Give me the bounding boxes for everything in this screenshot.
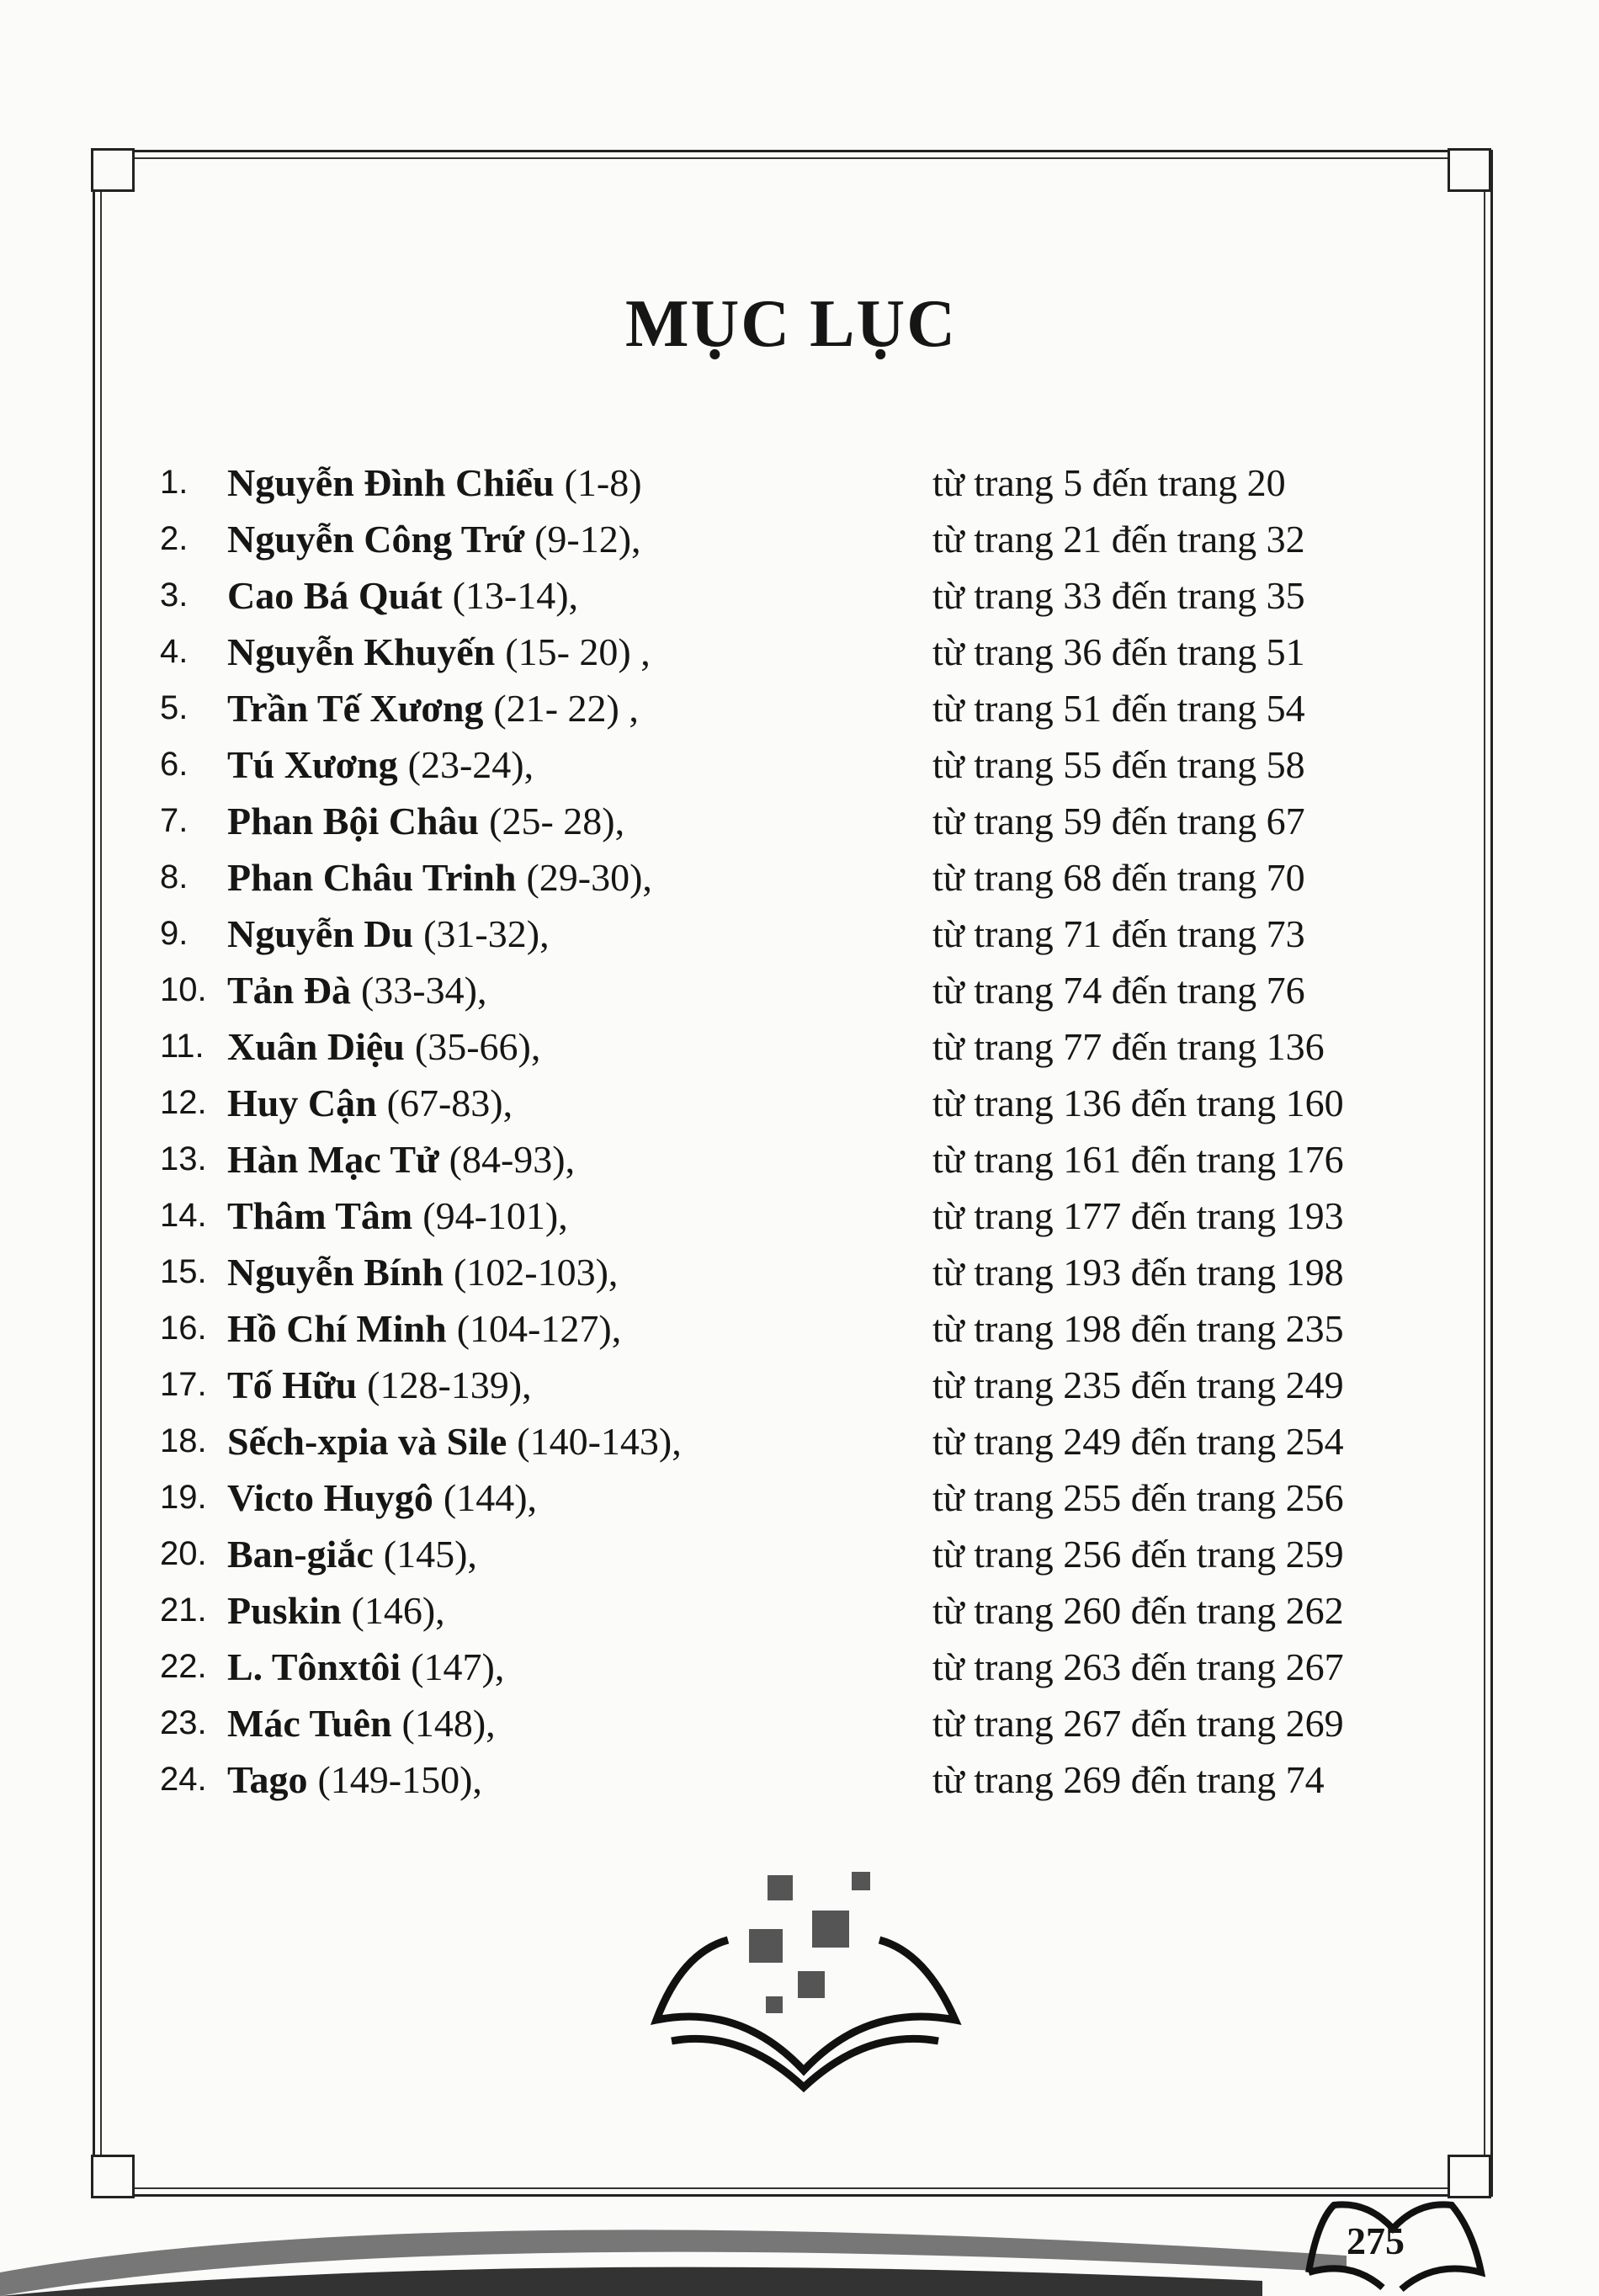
author-name: Huy Cận: [227, 1082, 377, 1124]
entry-number: 5.: [160, 689, 189, 726]
page-range: từ trang 59 đến trang 67: [932, 800, 1305, 842]
toc-entry: [160, 680, 1422, 736]
author-name: Nguyễn Công Trứ: [227, 518, 525, 561]
table-of-contents: [160, 454, 1422, 1808]
toc-entry: [160, 1131, 1422, 1188]
toc-entry: [160, 906, 1422, 962]
author-name: Tố Hữu: [227, 1363, 358, 1406]
page-range: từ trang 256 đến trang 259: [932, 1533, 1344, 1576]
item-range: (104-127),: [456, 1307, 622, 1350]
entry-number: 3.: [160, 577, 189, 614]
toc-entry: [160, 1300, 1422, 1357]
author-name: Xuân Diệu: [227, 1025, 405, 1068]
page-range: từ trang 55 đến trang 58: [932, 743, 1305, 786]
author-name: Thâm Tâm: [227, 1194, 413, 1237]
page-range: từ trang 249 đến trang 254: [932, 1420, 1344, 1463]
toc-entry: [160, 1582, 1422, 1639]
toc-entry: [160, 793, 1422, 849]
author-name: Nguyễn Khuyến: [227, 630, 496, 673]
author-name: Mác Tuên: [227, 1702, 392, 1745]
item-range: (1-8): [564, 461, 642, 504]
toc-entry-left: [160, 1024, 932, 1069]
author-name: Cao Bá Quát: [227, 574, 443, 617]
author-name: Hàn Mạc Tử: [227, 1138, 439, 1181]
page-range: từ trang 177 đến trang 193: [932, 1194, 1344, 1237]
toc-entry: [160, 1357, 1422, 1413]
page-range: từ trang 5 đến trang 20: [932, 461, 1286, 504]
page-title: MỤC LỤC: [625, 287, 957, 361]
author-name: Puskin: [227, 1589, 342, 1632]
page-range: từ trang 71 đến trang 73: [932, 912, 1305, 955]
toc-entry: [160, 1244, 1422, 1300]
toc-entry: [160, 511, 1422, 567]
author-name: Tago: [227, 1758, 308, 1801]
toc-entry-left: [160, 968, 932, 1012]
toc-entry-left: [160, 1363, 932, 1407]
page-range: từ trang 235 đến trang 249: [932, 1363, 1344, 1406]
open-book-logo-icon: [648, 1868, 968, 2121]
page-range: từ trang 74 đến trang 76: [932, 969, 1305, 1012]
toc-entry-left: [160, 573, 932, 618]
toc-entry-left: [160, 1475, 932, 1520]
entry-number: 9.: [160, 915, 189, 952]
toc-entry-left: [160, 630, 932, 674]
toc-entry-left: [160, 1701, 932, 1746]
toc-entry: [160, 454, 1422, 511]
author-name: Nguyễn Đình Chiểu: [227, 461, 555, 504]
toc-entry: [160, 1188, 1422, 1244]
entry-number: 12.: [160, 1084, 207, 1121]
page-range: từ trang 269 đến trang 74: [932, 1758, 1325, 1801]
page-range: từ trang 198 đến trang 235: [932, 1307, 1344, 1350]
toc-entry-left: [160, 911, 932, 956]
item-range: (128-139),: [367, 1363, 532, 1406]
toc-entry: [160, 1751, 1422, 1808]
toc-entry: [160, 1075, 1422, 1131]
entry-number: 1.: [160, 464, 189, 501]
entry-number: 13.: [160, 1140, 207, 1177]
toc-entry-left: [160, 1250, 932, 1294]
item-range: (35-66),: [414, 1025, 541, 1068]
page-range: từ trang 136 đến trang 160: [932, 1082, 1344, 1124]
toc-entry-left: [160, 1757, 932, 1802]
page-range: từ trang 68 đến trang 70: [932, 856, 1305, 899]
author-name: Nguyễn Du: [227, 912, 414, 955]
author-name: Sếch-xpia và Sile: [227, 1420, 507, 1463]
toc-entry-left: [160, 799, 932, 843]
item-range: (15- 20) ,: [505, 630, 651, 673]
author-name: Trần Tế Xương: [227, 687, 484, 730]
page-number: 275: [1347, 2219, 1405, 2262]
toc-entry-left: [160, 742, 932, 787]
item-range: (33-34),: [360, 969, 487, 1012]
toc-entry-left: [160, 460, 932, 505]
page-range: từ trang 36 đến trang 51: [932, 630, 1305, 673]
item-range: (29-30),: [526, 856, 652, 899]
author-name: Hồ Chí Minh: [227, 1307, 447, 1350]
item-range: (94-101),: [422, 1194, 568, 1237]
page-range: từ trang 193 đến trang 198: [932, 1251, 1344, 1294]
toc-entry-left: [160, 1081, 932, 1125]
entry-number: 24.: [160, 1761, 207, 1798]
item-range: (21- 22) ,: [493, 687, 639, 730]
frame-corner: [91, 148, 135, 192]
entry-number: 21.: [160, 1592, 207, 1629]
entry-number: 4.: [160, 633, 189, 670]
entry-number: 23.: [160, 1704, 207, 1741]
item-range: (149-150),: [317, 1758, 482, 1801]
toc-entry: [160, 1470, 1422, 1526]
entry-number: 22.: [160, 1648, 207, 1685]
toc-entry-left: [160, 855, 932, 900]
toc-entry: [160, 624, 1422, 680]
item-range: (146),: [351, 1589, 445, 1632]
toc-entry: [160, 736, 1422, 793]
author-name: Phan Châu Trinh: [227, 856, 517, 899]
author-name: Ban-giắc: [227, 1533, 374, 1576]
author-name: Tú Xương: [227, 743, 398, 786]
entry-number: 6.: [160, 746, 189, 783]
entry-number: 17.: [160, 1366, 207, 1403]
toc-entry-left: [160, 1588, 932, 1633]
item-range: (148),: [401, 1702, 496, 1745]
toc-entry: [160, 1413, 1422, 1470]
toc-entry-left: [160, 517, 932, 561]
author-name: Phan Bội Châu: [227, 800, 480, 842]
item-range: (13-14),: [452, 574, 579, 617]
toc-entry-left: [160, 1532, 932, 1576]
toc-entry-left: [160, 1645, 932, 1689]
frame-corner: [91, 2155, 135, 2198]
page-range: từ trang 255 đến trang 256: [932, 1476, 1344, 1519]
item-range: (140-143),: [517, 1420, 682, 1463]
item-range: (144),: [443, 1476, 538, 1519]
item-range: (102-103),: [453, 1251, 619, 1294]
entry-number: 10.: [160, 971, 207, 1008]
entry-number: 14.: [160, 1197, 207, 1234]
toc-entry: [160, 1526, 1422, 1582]
item-range: (84-93),: [449, 1138, 576, 1181]
item-range: (23-24),: [407, 743, 534, 786]
entry-number: 2.: [160, 520, 189, 557]
item-range: (67-83),: [386, 1082, 513, 1124]
author-name: Nguyễn Bính: [227, 1251, 444, 1294]
author-name: Victo Huygô: [227, 1476, 433, 1519]
toc-entry-left: [160, 1419, 932, 1464]
toc-entry: [160, 1018, 1422, 1075]
entry-number: 7.: [160, 802, 189, 839]
entry-number: 11.: [160, 1028, 205, 1065]
page-range: từ trang 51 đến trang 54: [932, 687, 1305, 730]
toc-entry: [160, 567, 1422, 624]
item-range: (25- 28),: [489, 800, 625, 842]
item-range: (145),: [383, 1533, 477, 1576]
frame-corner: [1448, 148, 1491, 192]
toc-entry: [160, 849, 1422, 906]
entry-number: 15.: [160, 1253, 207, 1290]
toc-entry: [160, 962, 1422, 1018]
entry-number: 16.: [160, 1310, 207, 1347]
page-range: từ trang 260 đến trang 262: [932, 1589, 1344, 1632]
entry-number: 8.: [160, 858, 189, 896]
toc-entry-left: [160, 686, 932, 731]
entry-number: 18.: [160, 1422, 207, 1459]
item-range: (147),: [411, 1645, 505, 1688]
author-name: Tản Đà: [227, 969, 351, 1012]
toc-entry-left: [160, 1306, 932, 1351]
entry-number: 19.: [160, 1479, 207, 1516]
toc-entry-left: [160, 1137, 932, 1182]
page-range: từ trang 267 đến trang 269: [932, 1702, 1344, 1745]
author-name: L. Tônxtôi: [227, 1645, 401, 1688]
page-range: từ trang 77 đến trang 136: [932, 1025, 1325, 1068]
toc-entry-left: [160, 1193, 932, 1238]
page-range: từ trang 263 đến trang 267: [932, 1645, 1344, 1688]
item-range: (31-32),: [423, 912, 550, 955]
page-range: từ trang 33 đến trang 35: [932, 574, 1305, 617]
entry-number: 20.: [160, 1535, 207, 1572]
item-range: (9-12),: [534, 518, 641, 561]
toc-entry: [160, 1639, 1422, 1695]
toc-entry: [160, 1695, 1422, 1751]
page-range: từ trang 21 đến trang 32: [932, 518, 1305, 561]
page-range: từ trang 161 đến trang 176: [932, 1138, 1344, 1181]
